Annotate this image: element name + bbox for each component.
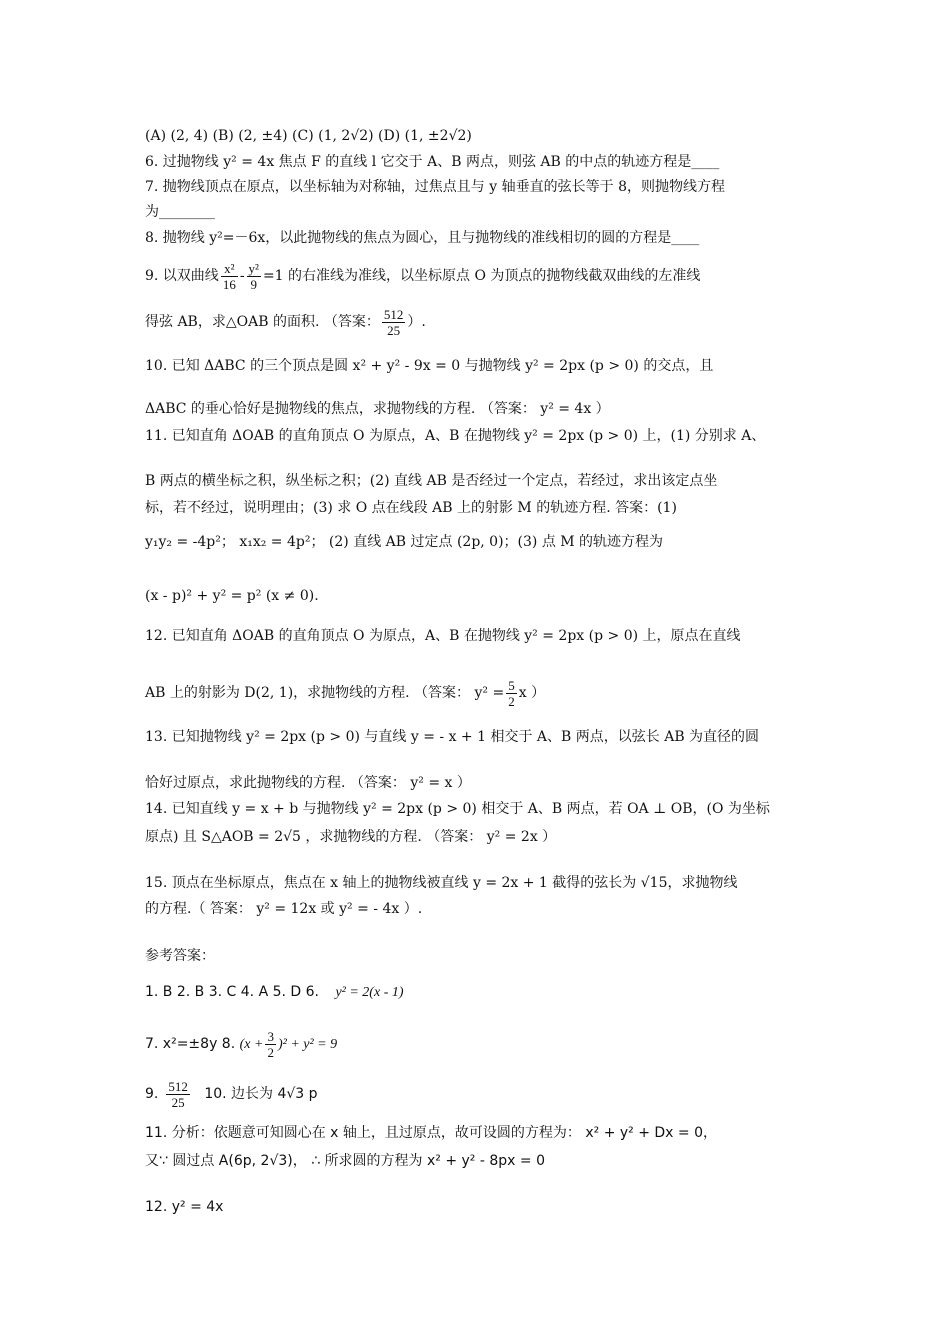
answer-7-text: 7. x²=±8y 8. <box>145 1036 236 1052</box>
q9-answer-suffix: ）. <box>407 314 426 330</box>
options-line: (A) (2, 4) (B) (2, ±4) (C) (1, 2√2) (D) (1, ±2√2) <box>145 128 472 144</box>
question-15-line-1: 15. 顶点在坐标原点，焦点在 x 轴上的抛物线被直线 y = 2x + 1 截得的弦长为 √15，求抛物线 <box>145 875 738 891</box>
question-12-line-2 <box>145 671 810 715</box>
q9-answer-prefix: 得弦 AB，求△OAB 的面积. （答案： <box>145 314 380 330</box>
answer-8-suffix: )² + y² = 9 <box>277 1037 338 1052</box>
question-8: 8. 抛物线 y²=－6x，以此抛物线的焦点为圆心，且与抛物线的准线相切的圆的方程是____ <box>145 230 700 246</box>
question-7-line-1: 7. 抛物线顶点在原点，以坐标轴为对称轴，过焦点且与 y 轴垂直的弦长等于 8，则抛物线方程 <box>145 179 725 195</box>
answer-12: 12. y² = 4x <box>145 1199 224 1215</box>
question-14-line-1: 14. 已知直线 y = x + b 与抛物线 y² = 2px (p > 0) 相交于 A、B 两点，若 OA ⊥ OB，(O 为坐标 <box>145 801 770 817</box>
reference-answers-title: 参考答案： <box>145 948 215 964</box>
q12-answer-prefix: AB 上的射影为 D(2, 1)，求抛物线的方程. （答案： y² = <box>145 685 505 701</box>
question-7-line-2: 为________ <box>145 204 215 220</box>
q9-frac-y-den: 9 <box>250 276 257 292</box>
question-15-line-2: 的方程.（ 答案： y² = 12x 或 y² = - 4x ）. <box>145 901 423 917</box>
question-10-line-2: ΔABC 的垂心恰好是抛物线的焦点，求抛物线的方程. （答案： y² = 4x ） <box>145 401 610 417</box>
question-9-line-1 <box>145 254 810 298</box>
question-6: 6. 过抛物线 y² = 4x 焦点 F 的直线 l 它交于 A、B 两点，则弦 AB 的中点的轨迹方程是____ <box>145 154 720 170</box>
question-11-line-3: 标，若不经过，说明理由；(3) 求 O 点在线段 AB 上的射影 M 的轨迹方程. 答案：(1) <box>145 500 677 516</box>
q9-fraction-y <box>247 261 261 292</box>
answer-11-line-1: 11. 分析：依题意可知圆心在 x 轴上，且过原点，故可设圆的方程为： x² + y² + Dx = 0， <box>145 1125 718 1141</box>
q9-suffix: =1 的右准线为准线，以坐标原点 O 为顶点的抛物线截双曲线的左准线 <box>262 268 701 284</box>
question-14-line-2: 原点) 且 S△AOB = 2√5 ，求抛物线的方程. （答案： y² = 2x ） <box>145 829 557 845</box>
question-11-line-2: B 两点的横坐标之积，纵坐标之积；(2) 直线 AB 是否经过一个定点，若经过，求出该定点坐 <box>145 473 718 489</box>
q12-answer-fraction <box>506 678 517 709</box>
answer-9-den: 25 <box>171 1094 185 1110</box>
q9-frac-x-den: 16 <box>222 276 236 292</box>
answer-11-line-2: 又∵ 圆过点 A(6p, 2√3)， ∴ 所求圆的方程为 x² + y² - 8px = 0 <box>145 1153 545 1169</box>
answers-1-6-text: 1. B 2. B 3. C 4. A 5. D 6. <box>145 984 319 1000</box>
q9-fraction-x <box>221 261 238 292</box>
q9-prefix: 9. 以双曲线 <box>145 268 219 284</box>
q9-frac-x-num: x² <box>221 261 238 277</box>
q9-frac-y-num: y² <box>248 260 259 276</box>
answer-9-fraction <box>166 1079 190 1110</box>
question-11-line-5: (x - p)² + y² = p² (x ≠ 0). <box>145 588 319 604</box>
q9-answer-den: 25 <box>387 322 401 338</box>
answer-9-label: 9. <box>145 1086 159 1102</box>
answer-6-equation: y² = 2(x - 1) <box>335 985 404 1000</box>
question-12-line-1: 12. 已知直角 ΔOAB 的直角顶点 O 为原点，A、B 在抛物线 y² = 2px (p > 0) 上，原点在直线 <box>145 628 741 644</box>
question-13-line-2: 恰好过原点，求此抛物线的方程. （答案： y² = x ） <box>145 775 471 791</box>
q9-answer-num: 512 <box>383 306 404 322</box>
answer-8-fraction <box>265 1029 276 1060</box>
answers-1-6 <box>145 974 810 1011</box>
answers-9-10 <box>145 1074 810 1114</box>
question-10-line-1: 10. 已知 ΔABC 的三个顶点是圆 x² + y² - 9x = 0 与抛物线 y² = 2px (p > 0) 的交点，且 <box>145 358 714 374</box>
answer-10-text: 10. 边长为 4√3 p <box>204 1086 318 1102</box>
question-13-line-1: 13. 已知抛物线 y² = 2px (p > 0) 与直线 y = - x + 1 相交于 A、B 两点，以弦长 AB 为直径的圆 <box>145 729 760 745</box>
answers-7-8 <box>145 1024 810 1065</box>
answer-8-prefix: (x + <box>239 1037 264 1052</box>
question-9-line-2 <box>145 300 810 344</box>
q9-minus: - <box>239 268 245 284</box>
answer-8-num: 3 <box>267 1028 274 1044</box>
q12-answer-num: 5 <box>508 677 515 693</box>
q12-answer-den: 2 <box>508 693 515 709</box>
question-11-line-4: y₁y₂ = -4p²； x₁x₂ = 4p²； (2) 直线 AB 过定点 (2p, 0)；(3) 点 M 的轨迹方程为 <box>145 534 664 550</box>
answer-9-num: 512 <box>168 1078 188 1094</box>
q12-answer-suffix: x ） <box>518 685 546 701</box>
question-11-line-1: 11. 已知直角 ΔOAB 的直角顶点 O 为原点，A、B 在抛物线 y² = 2px (p > 0) 上，(1) 分别求 A、 <box>145 428 766 444</box>
answer-8-den: 2 <box>267 1044 274 1060</box>
q9-answer-fraction <box>382 307 406 338</box>
